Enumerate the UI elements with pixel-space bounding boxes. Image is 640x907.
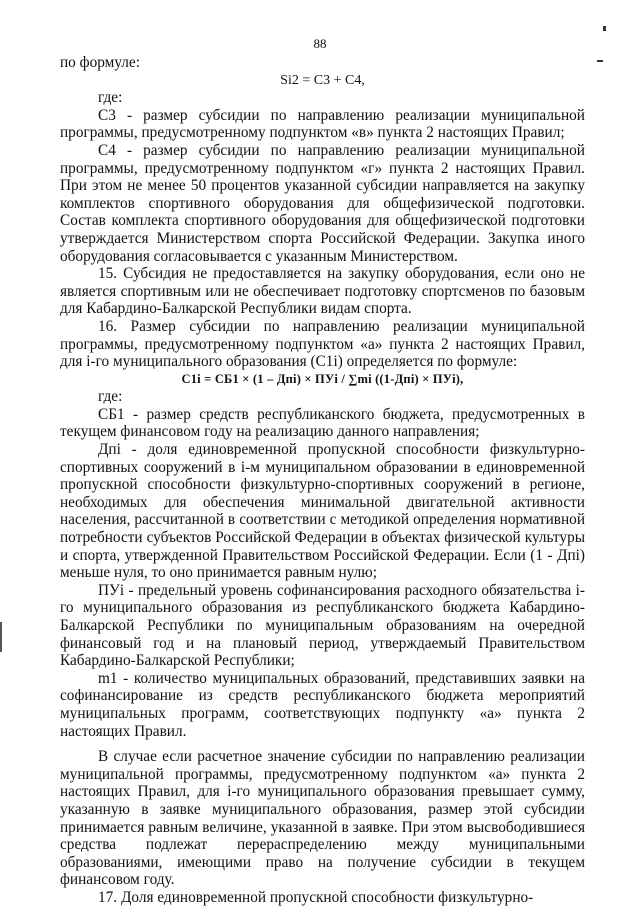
dpi-definition: Дпi - доля единовременной пропускной способности физкультурно-спортивных сооружений в i-м муниципальном образовании в единовременной пропускной способности физкультурно-спортивных сооружений в регионе, необходимых для обеспечения минимальной двигательной активности населения, рассчитанной в соответствии с методикой определения нормативной потребности субъектов Российской Федерации в объектах физической культуры и спорта, утвержденной Правительством Российской Федерации. Если (1 - Дпi) меньше нуля, то оно принимается равным нулю;	[60, 441, 585, 582]
formula-si2: Si2 = С3 + С4,	[280, 72, 365, 88]
item-16: 16. Размер субсидии по направлению реализации муниципальной программы, предусмотренному подпунктом «а» пункта 2 настоящих Правил, для i-го муниципального образования (С1i) определяется по формуле:	[60, 317, 585, 371]
where-label: где:	[98, 89, 123, 107]
scan-mark-top	[603, 26, 606, 31]
c4-definition: С4 - размер субсидии по направлению реализации муниципальной программы, предусмотренному подпунктом «г» пункта 2 настоящих Правил. При этом не менее 50 процентов указанной субсидии направляется на закупку комплектов спортивного оборудования для общефизической подготовки. Состав комплекта спортивного оборудования для общефизической подготовки утверждается Министерством спорта Российской Федерации. Закупка иного оборудования согласовывается с указанным Министерством.	[60, 141, 585, 265]
sb1-definition: СБ1 - размер средств республиканского бюджета, предусмотренных в текущем финансовом году на реализацию данного направления;	[60, 405, 585, 441]
document-body	[60, 54, 585, 907]
where-label-2: где:	[98, 388, 123, 406]
scan-mark-left	[0, 622, 2, 652]
item-15: 15. Субсидия не предоставляется на закупку оборудования, если оно не является спортивным или не обеспечивает подготовку спортсменов по базовым для Кабардино-Балкарской Республики видам спорта.	[60, 265, 585, 318]
c3-definition: С3 - размер субсидии по направлению реализации муниципальной программы, предусмотренному подпунктом «в» пункта 2 настоящих Правил;	[60, 106, 585, 142]
scan-mark-mid	[597, 60, 603, 62]
formula-c1: С1i = СБ1 × (1 – Дпi) × ПУi / ∑mi ((1-Дпi) × ПУi),	[181, 371, 464, 386]
m1-definition: m1 - количество муниципальных образований, представивших заявки на софинансирование из средств республиканского бюджета мероприятий муниципальных программ, соответствующих подпункту «а» пункта 2 настоящих Правил.	[60, 669, 585, 740]
page-number: 88	[313, 36, 327, 51]
case-paragraph: В случае если расчетное значение субсидии по направлению реализации муниципальной программы, предусмотренному подпунктом «а» пункта 2 настоящих Правил, для i-го муниципального образования превышает сумму, указанную в заявке муниципального образования, размер этой субсидии принимается равным величине, указанной в заявке. При этом высвободившиеся средства подлежат перераспределению между муниципальными образованиями, имеющими право на получение субсидии в текущем финансовом году.	[60, 748, 585, 889]
formula-intro: по формуле:	[60, 54, 140, 71]
item-17: 17. Доля единовременной пропускной способности физкультурно-	[98, 888, 534, 906]
pui-definition: ПУi - предельный уровень софинансирования расходного обязательства i-го муниципального образования из республиканского бюджета Кабардино-Балкарской Республики по муниципальным образованиям на очередной финансовый год и на плановый период, утверждаемый Правительством Кабардино-Балкарской Республики;	[60, 581, 585, 670]
